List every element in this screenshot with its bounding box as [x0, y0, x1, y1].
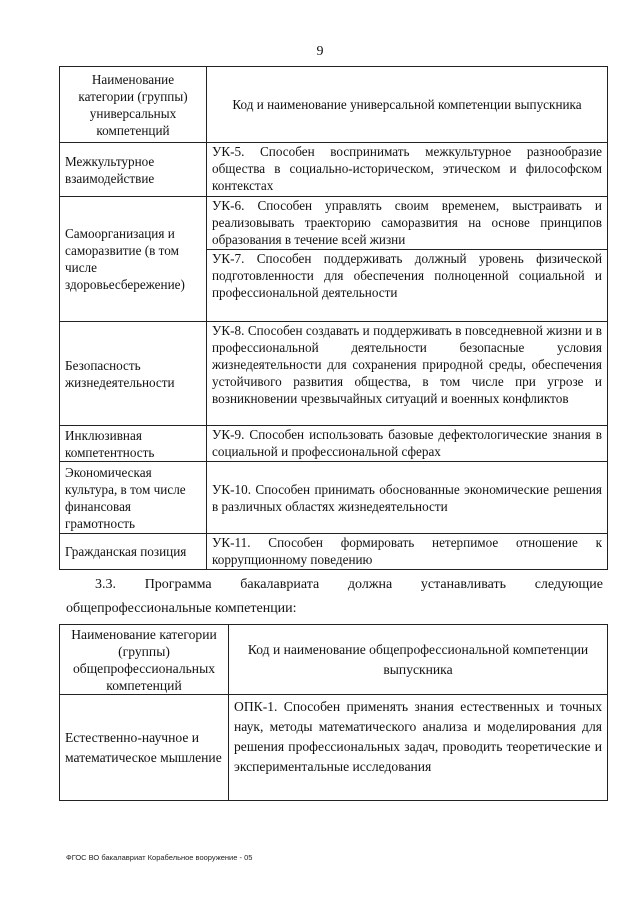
header-category: Наименование категории (группы) универсальных компетенций: [60, 67, 207, 143]
competency-cell: УК-7. Способен поддерживать должный уровень физической подготовленности для обеспечения полноценной социальной и профессиональной деятельности: [207, 250, 608, 322]
section-intro-continued: общепрофессиональные компетенции:: [66, 601, 297, 616]
competency-cell: УК-6. Способен управлять своим временем, выстраивать и реализовывать траекторию саморазвития на основе принципов образования в течение всей жизни: [207, 197, 608, 250]
competency-cell: УК-5. Способен воспринимать межкультурное разнообразие общества в социально-историческом, этическом и философском контекстах: [207, 143, 608, 197]
section-intro: 3.3. Программа бакалавриата должна устанавливать следующие: [95, 577, 603, 592]
table-row: [60, 322, 608, 426]
header-code: Код и наименование общепрофессиональной компетенции выпускника: [229, 625, 608, 695]
competency-cell: УК-10. Способен принимать обоснованные экономические решения в различных областях жизнедеятельности: [207, 462, 608, 534]
table-row: [60, 143, 608, 197]
universal-competencies-table: [59, 66, 608, 570]
category-cell: Безопасность жизнедеятельности: [60, 322, 207, 426]
table-row: [60, 534, 608, 570]
competency-cell: УК-8. Способен создавать и поддерживать в повседневной жизни и в профессиональной деятельности безопасные условия жизнедеятельности для сохранения природной среды, обеспечения устойчивого развития общества, в том числе при угрозе и возникновении чрезвычайных ситуаций и военных конфликтов: [207, 322, 608, 426]
table-row: [60, 197, 608, 250]
table-row: [60, 695, 608, 801]
category-cell: Экономическая культура, в том числе финансовая грамотность: [60, 462, 207, 534]
document-footer: ФГОС ВО бакалавриат Корабельное вооружение - 05: [66, 853, 253, 862]
table-header-row: [60, 67, 608, 143]
category-cell: Естественно-научное и математическое мышление: [60, 695, 229, 801]
table-row: [60, 462, 608, 534]
category-cell: Самоорганизация и саморазвитие (в том числе здоровьесбережение): [60, 197, 207, 322]
category-cell: Межкультурное взаимодействие: [60, 143, 207, 197]
header-code: Код и наименование универсальной компетенции выпускника: [207, 67, 608, 143]
general-professional-competencies-table: [59, 624, 608, 801]
competency-cell: УК-11. Способен формировать нетерпимое отношение к коррупционному поведению: [207, 534, 608, 570]
page-number: 9: [316, 44, 324, 59]
competency-cell: ОПК-1. Способен применять знания естественных и точных наук, методы математического анализа и моделирования для решения профессиональных задач, проводить теоретические и экспериментальные исследования: [229, 695, 608, 801]
competency-cell: УК-9. Способен использовать базовые дефектологические знания в социальной и профессиональной сферах: [207, 426, 608, 462]
header-category: Наименование категории (группы) общепрофессиональных компетенций: [60, 625, 229, 695]
category-cell: Инклюзивная компетентность: [60, 426, 207, 462]
table-header-row: [60, 625, 608, 695]
category-cell: Гражданская позиция: [60, 534, 207, 570]
table-row: [60, 426, 608, 462]
